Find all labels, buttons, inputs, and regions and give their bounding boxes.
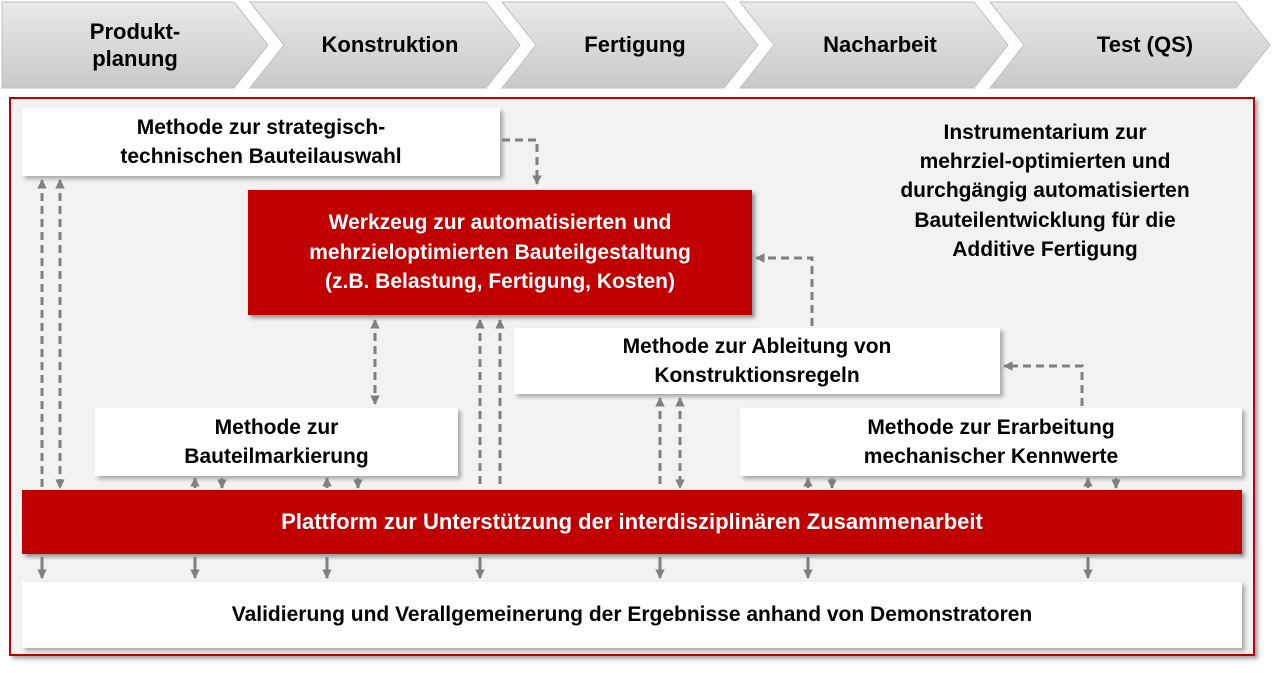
phase-label-konstruktion: Konstruktion	[321, 32, 459, 58]
strategic-selection-box: Methode zur strategisch- technischen Bauteilauswahl	[22, 108, 500, 176]
design-rules-box: Methode zur Ableitung von Konstruktionsregeln	[514, 328, 1000, 394]
instrumentarium-text: Instrumentarium zur mehrziel-optimierten und durchgängig automatisierten Bauteilentwicklung für die Additive Fertigung	[900, 120, 1190, 262]
platform-box: Plattform zur Unterstützung der interdisziplinären Zusammenarbeit	[22, 490, 1242, 554]
part-marking-box: Methode zur Bauteilmarkierung	[95, 408, 458, 476]
validation-box: Validierung und Verallgemeinerung der Ergebnisse anhand von Demonstratoren	[22, 582, 1242, 648]
mech-properties-box: Methode zur Erarbeitung mechanischer Kennwerte	[740, 408, 1242, 476]
phase-label-fertigung: Fertigung	[584, 32, 686, 58]
design-tool-box: Werkzeug zur automatisierten und mehrzieloptimierten Bauteilgestaltung (z.B. Belastung, Fertigung, Kosten)	[248, 190, 752, 315]
phase-label-produktplanung: Produkt- planung	[89, 18, 181, 71]
phase-label-nacharbeit: Nacharbeit	[823, 32, 937, 58]
phase-label-test: Test (QS)	[1096, 32, 1194, 58]
